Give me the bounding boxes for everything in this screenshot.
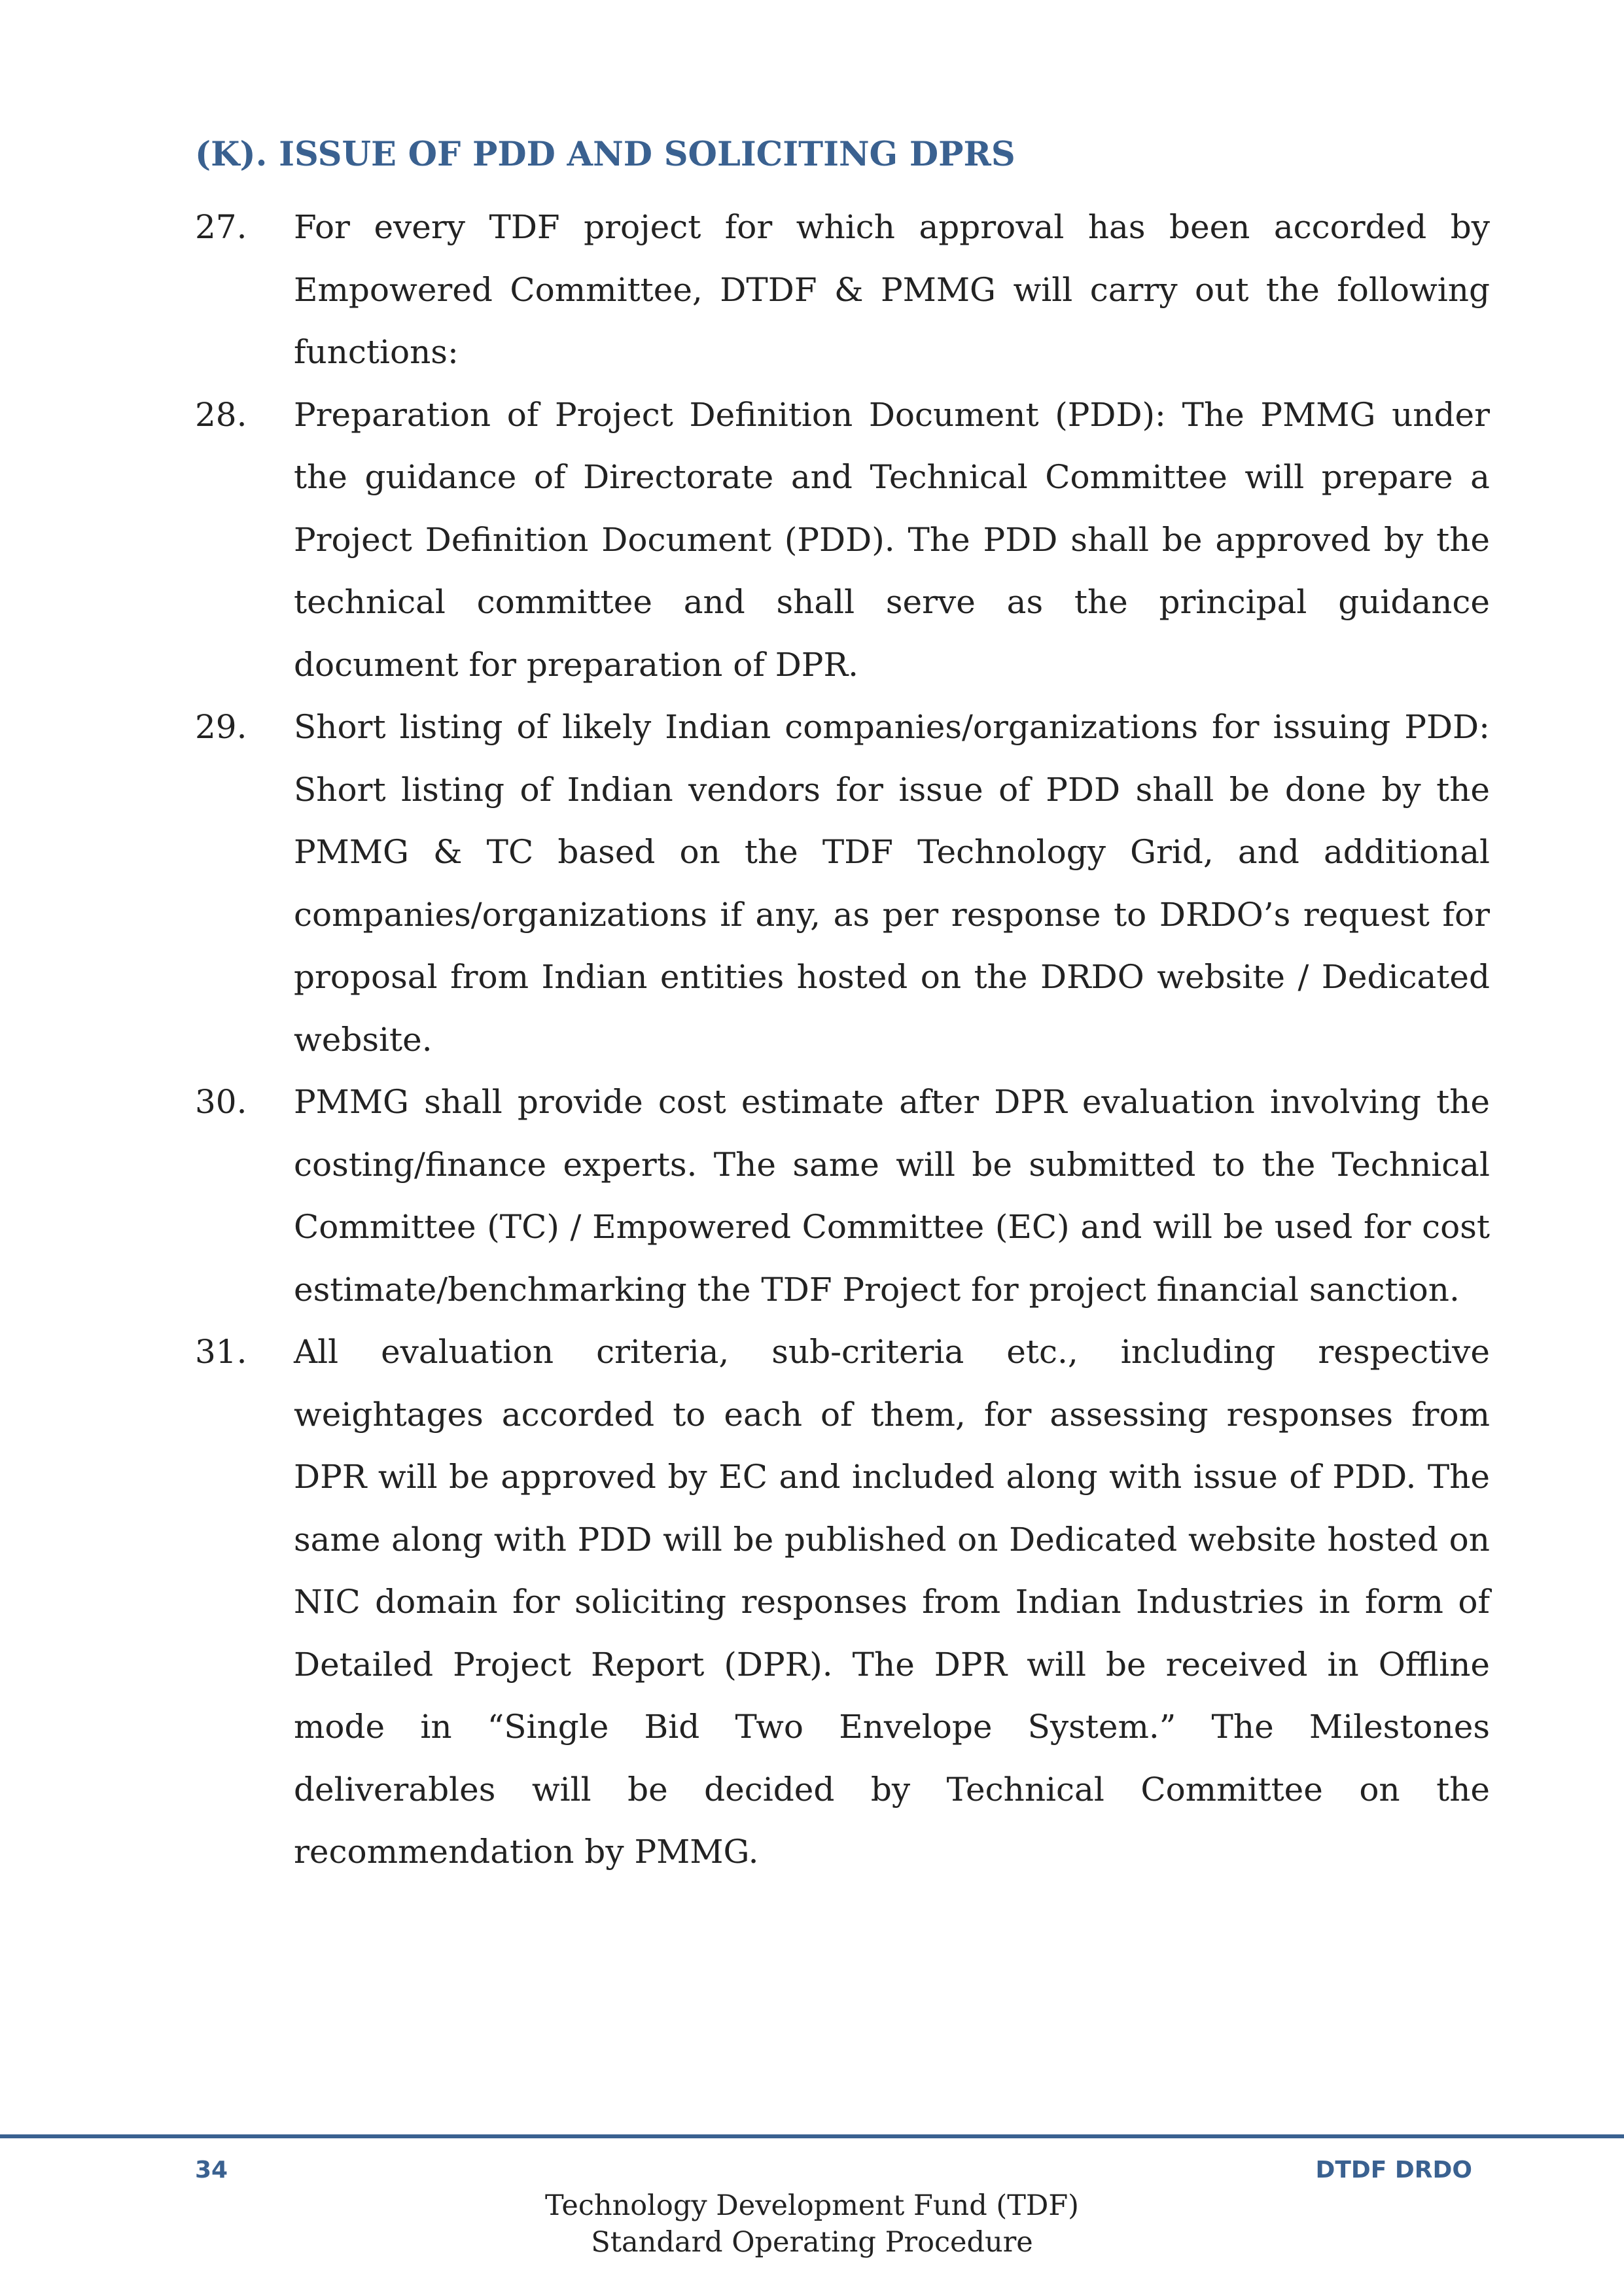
page-number: 34	[195, 2157, 228, 2183]
footer-org-tag: DTDF DRDO	[1315, 2157, 1472, 2183]
paragraph-30	[195, 1071, 1490, 1321]
paragraph-text: All evaluation criteria, sub-criteria etc., including respective weightages accorded to each of them, for assessing responses from DPR will be approved by EC and included along with issue of PDD. The same along with PDD will be published on Dedicated website hosted on NIC domain for soliciting responses from Indian Industries in form of Detailed Project Report (DPR). The DPR will be received in Offline mode in “Single Bid Two Envelope System.” The Milestones deliverables will be decided by Technical Committee on the recommendation by PMMG.	[294, 1333, 1490, 1871]
paragraph-list	[195, 196, 1490, 1884]
paragraph-number: 30.	[195, 1083, 247, 1121]
paragraph-text: For every TDF project for which approval has been accorded by Empowered Committee, DTDF & PMMG will carry out the following functions:	[294, 208, 1490, 371]
footer-title-line2: Standard Operating Procedure	[591, 2226, 1033, 2259]
paragraph-29	[195, 696, 1490, 1071]
paragraph-text: PMMG shall provide cost estimate after DPR evaluation involving the costing/finance experts. The same will be submitted to the Technical Committee (TC) / Empowered Committee (EC) and will be used for cost estimate/benchmarking the TDF Project for project financial sanction.	[294, 1083, 1490, 1309]
section-heading: (K). ISSUE OF PDD AND SOLICITING DPRS	[195, 135, 1015, 174]
paragraph-27	[195, 196, 1490, 384]
footer-title-line1: Technology Development Fund (TDF)	[545, 2189, 1079, 2222]
paragraph-number: 29.	[195, 708, 247, 746]
paragraph-number: 28.	[195, 395, 247, 434]
paragraph-28	[195, 384, 1490, 697]
paragraph-31	[195, 1321, 1490, 1884]
paragraph-text: Preparation of Project Definition Document (PDD): The PMMG under the guidance of Directorate and Technical Committee will prepare a Project Definition Document (PDD). The PDD shall be approved by the technical committee and shall serve as the principal guidance document for preparation of DPR.	[294, 395, 1490, 684]
paragraph-number: 31.	[195, 1333, 247, 1371]
footer-divider	[0, 2134, 1624, 2138]
paragraph-number: 27.	[195, 208, 247, 246]
paragraph-text: Short listing of likely Indian companies/organizations for issuing PDD: Short listing of Indian vendors for issue of PDD shall be done by the PMMG & TC based on the TDF Technology Grid, and additional companies/organizations if any, as per response to DRDO’s request for proposal from Indian entities hosted on the DRDO website / Dedicated website.	[294, 708, 1490, 1059]
